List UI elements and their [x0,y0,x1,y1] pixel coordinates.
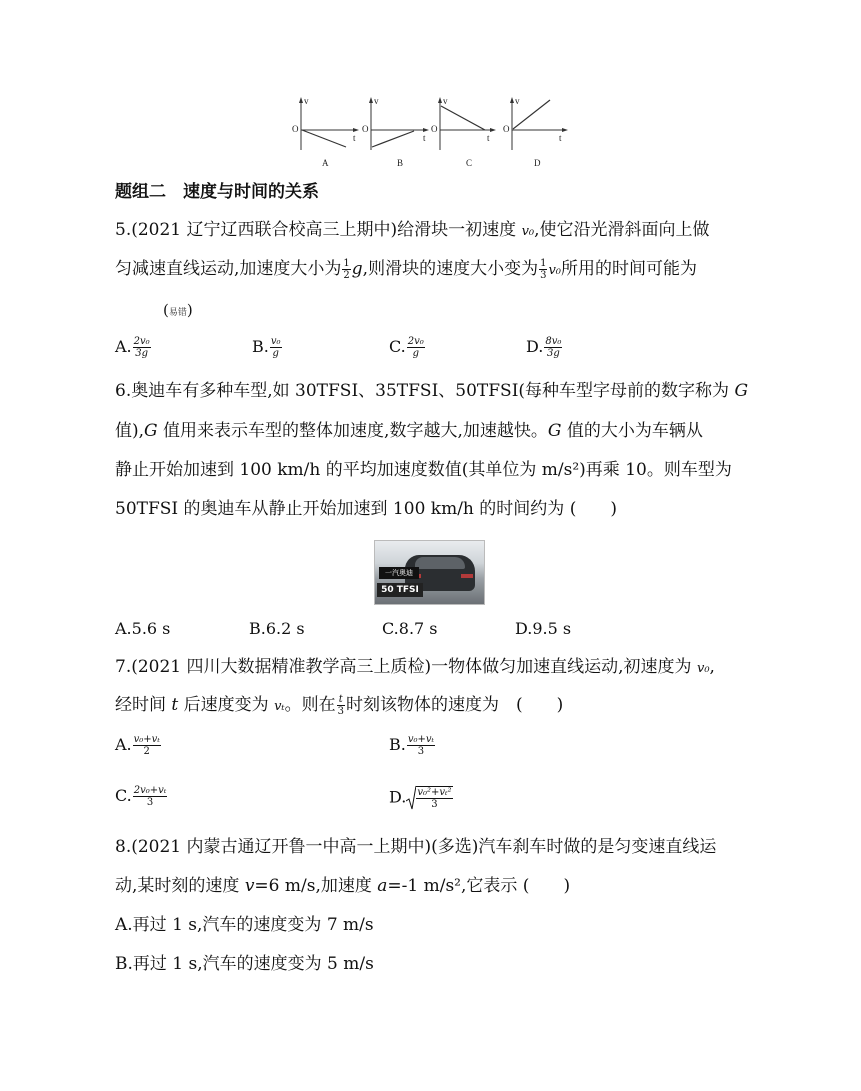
q5-fraction-half: $\frac{1}{2}$ [343,258,350,281]
graph-a-origin: O [292,124,299,134]
graph-c-origin: O [431,124,438,134]
q6-option-b[interactable]: B.6.2 s [249,619,305,638]
vt-graphs [280,92,580,170]
q5-tag-text: 易错 [168,308,187,318]
q5-tag: (易错) [163,301,193,319]
q5-option-b[interactable]: B. $\frac{\text{v₀}}{g}$ [252,336,281,359]
graph-b-origin: O [362,124,369,134]
q8-option-a[interactable]: A.再过 1 s,汽车的速度变为 7 m/s [115,915,374,935]
q6-G1: G [734,381,749,401]
q5-line1 [115,219,710,243]
graph-c-v: v [443,96,448,106]
q8-line1: 8.(2021 内蒙古通辽开鲁一中高一上期中)(多选)汽车刹车时做的是匀变速直线运 [115,837,717,857]
graph-c-label: C [466,158,473,168]
graph-a [292,96,359,168]
graph-d-origin: O [503,124,510,134]
car-plate-badge: 一汽奥迪 [379,567,419,579]
q6-option-d[interactable]: D.9.5 s [515,619,572,638]
car-model-badge: 50 TFSI [377,583,423,597]
q5-option-a[interactable]: A. $\frac{\text{2v₀}}{3g}$ [115,336,150,359]
car-taillight-right [461,574,473,578]
q5-v0: v₀ [521,224,535,239]
q6-line1: 6.奥迪车有多种车型,如 30TFSI、35TFSI、50TFSI(每种车型字母前的数字称为 G [115,381,749,401]
q5-text-2c: 所用的时间可能为 [561,259,698,279]
graph-b-t: t [423,133,426,143]
q5-text-1b: ,使它沿光滑斜面向上做 [534,220,710,240]
car-window [415,557,465,569]
graph-a-t: t [353,133,356,143]
q5-fraction-third: $\frac{1}{3}$ [540,258,547,281]
q7-line2: 经时间 t 后速度变为 vₜ。则在 $\frac{t}{3}$ 时刻该物体的速度为 ( ) [115,694,564,717]
graph-d [503,96,568,168]
car-photo [374,540,485,605]
q5-text-2b: ,则滑块的速度大小变为 [362,259,539,279]
q5-text-2a: 匀减速直线运动,加速度大小为 [115,259,342,279]
q7-line1: 7.(2021 四川大数据精准教学高三上质检)一物体做匀加速直线运动,初速度为 v₀, [115,657,715,677]
q6-option-a[interactable]: A.5.6 s [115,619,171,638]
q5-g: g [351,259,363,279]
q6-line2: 值),G 值用来表示车型的整体加速度,数字越大,加速越快。G 值的大小为车辆从 [115,421,703,441]
q6-option-c[interactable]: C.8.7 s [382,619,438,638]
q5-line2 [115,258,697,282]
q7-option-d[interactable]: D. $\frac{\text{v₀²+vₜ²}}{3}$ [389,787,452,810]
graph-c [431,96,496,168]
q7-fraction: $\frac{t}{3}$ [337,694,344,717]
sqrt-sign [406,785,416,811]
q8-option-b[interactable]: B.再过 1 s,汽车的速度变为 5 m/s [115,954,374,974]
graph-a-label: A [322,158,329,168]
graph-b-label: B [397,158,404,168]
q7-option-a[interactable]: A. $\frac{\text{v₀+vₜ}}{2}$ [115,734,160,757]
graph-d-label: D [534,158,541,168]
graph-a-v: v [304,96,309,106]
graph-d-t: t [559,133,562,143]
q7-option-c[interactable]: C. $\frac{\text{2v₀+vₜ}}{3}$ [115,785,167,808]
graph-d-v: v [515,96,520,106]
q5-option-d[interactable]: D. $\frac{\text{8v₀}}{3g}$ [526,336,562,359]
q5-text-1: 5.(2021 辽宁辽西联合校高三上期中)给滑块一初速度 [115,220,522,240]
graph-c-t: t [487,133,490,143]
graph-b-v: v [374,96,379,106]
q8-line2: 动,某时刻的速度 v=6 m/s,加速度 a=-1 m/s²,它表示 ( ) [115,876,571,896]
section-title: 题组二 速度与时间的关系 [115,182,319,202]
q5-v0-b: v₀ [548,263,562,278]
q7-option-b[interactable]: B. $\frac{\text{v₀+vₜ}}{3}$ [389,734,434,757]
q6-line4: 50TFSI 的奥迪车从静止开始加速到 100 km/h 的时间约为 ( ) [115,499,617,519]
graph-b [362,96,429,168]
q6-line3: 静止开始加速到 100 km/h 的平均加速度数值(其单位为 m/s²)再乘 10。则车型为 [115,460,732,480]
q5-option-c[interactable]: C. $\frac{\text{2v₀}}{g}$ [389,336,424,359]
